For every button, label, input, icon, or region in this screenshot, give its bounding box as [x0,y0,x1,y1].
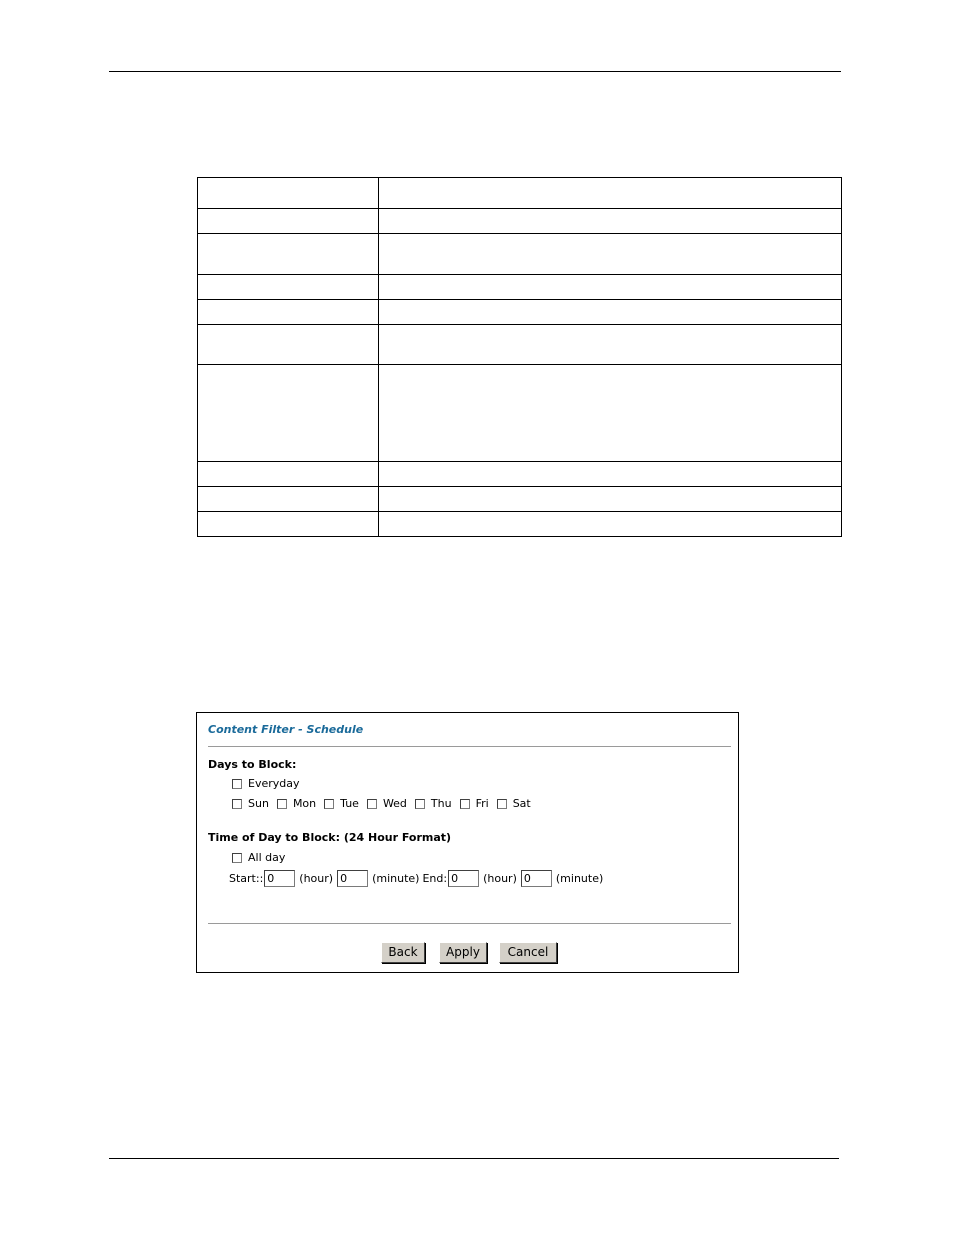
end-hour-unit: (hour) [483,872,517,885]
header-rule [109,71,841,72]
button-divider [208,923,731,924]
time-range-row [229,870,603,887]
thu-checkbox[interactable] [415,799,425,809]
cancel-button[interactable]: Cancel [499,942,557,963]
tue-checkbox[interactable] [324,799,334,809]
start-hour-unit: (hour) [299,872,334,885]
end-minute-unit: (minute) [555,872,604,885]
days-heading: Days to Block: [208,758,297,771]
back-button[interactable]: Back [381,942,425,963]
start-minute-input[interactable]: 0 [337,870,368,887]
allday-checkbox[interactable] [232,853,242,863]
table-row [198,178,842,209]
sun-checkbox[interactable] [232,799,242,809]
mon-label: Mon [292,797,317,810]
start-minute-unit: (minute) [372,872,420,885]
table-row [198,487,842,512]
end-minute-input[interactable]: 0 [521,870,552,887]
mon-checkbox[interactable] [277,799,287,809]
table-row [198,300,842,325]
time-heading: Time of Day to Block: (24 Hour Format) [208,831,452,844]
fri-label: Fri [475,797,489,810]
description-table [197,177,842,537]
start-label: Start:: [229,872,264,885]
end-hour-input[interactable]: 0 [448,870,479,887]
allday-row [232,851,293,864]
end-label: End: [422,872,448,885]
start-hour-input[interactable]: 0 [264,870,295,887]
wed-label: Wed [382,797,407,810]
content-filter-schedule-panel [196,712,739,973]
table-row [198,275,842,300]
allday-label: All day [248,851,286,864]
everyday-checkbox[interactable] [232,779,242,789]
panel-title: Content Filter - Schedule [208,723,364,736]
table-row [198,365,842,462]
table-row [198,325,842,365]
table-row [198,209,842,234]
tue-label: Tue [340,797,359,810]
table-row [198,512,842,537]
fri-checkbox[interactable] [460,799,470,809]
everyday-label: Everyday [248,777,300,790]
everyday-row [232,777,308,790]
table-row [198,234,842,275]
apply-button[interactable]: Apply [439,942,487,963]
footer-rule [109,1158,839,1159]
wed-checkbox[interactable] [367,799,377,809]
title-divider [208,746,731,747]
table-row [198,462,842,487]
sat-label: Sat [512,797,531,810]
sun-label: Sun [248,797,269,810]
weekday-row [232,797,539,810]
sat-checkbox[interactable] [497,799,507,809]
thu-label: Thu [430,797,452,810]
